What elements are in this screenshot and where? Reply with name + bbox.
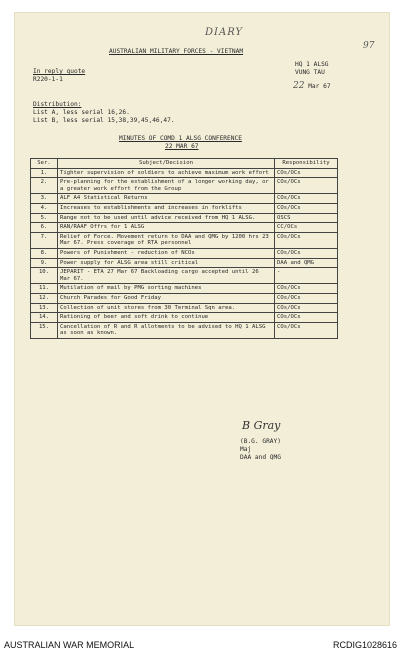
footer-record-id: RCDIG1028616	[332, 640, 397, 650]
ser-cell: 15.	[31, 322, 58, 338]
responsibility-cell: COs/OCs	[275, 248, 338, 258]
responsibility-cell: COs/OCs	[275, 194, 338, 204]
table-row	[31, 178, 338, 194]
subject-cell: JEPARIT - ETA 27 Mar 67 Backloading cargo accepted until 26 Mar 67.	[58, 268, 275, 284]
table-row	[31, 213, 338, 223]
subject-cell: Mutilation of mail by PMG sorting machines	[58, 284, 275, 294]
responsibility-cell: OSCS	[275, 213, 338, 223]
diary-stamp: DIARY	[205, 27, 244, 38]
subject-cell: Power supply for ALSG area still critical	[58, 258, 275, 268]
subject-cell: Relief of Force. Movement return to DAA and QMG by 1200 hrs 23 Mar 67. Press coverage of RTA personnel	[58, 232, 275, 248]
table-row	[31, 168, 338, 178]
responsibility-cell: COs/OCs	[275, 232, 338, 248]
document-title: AUSTRALIAN MILITARY FORCES - VIETNAM	[109, 48, 244, 55]
subject-cell: Rationing of beer and soft drink to continue	[58, 313, 275, 323]
ser-cell: 4.	[31, 203, 58, 213]
ser-cell: 11.	[31, 284, 58, 294]
minutes-table	[30, 158, 338, 339]
ser-cell: 9.	[31, 258, 58, 268]
subject-cell: Cancellation of R and R allotments to be advised to HQ 1 ALSG as soon as known.	[58, 322, 275, 338]
reply-reference: R220-1-1	[33, 76, 63, 83]
distribution-line-a: List A, less serial 16,26.	[33, 109, 130, 116]
subject-cell: Range not to be used until advice received from HQ 1 ALSG.	[58, 213, 275, 223]
subject-cell: Increases to establishments and increases in forklifts	[58, 203, 275, 213]
footer-institution: AUSTRALIAN WAR MEMORIAL	[4, 640, 135, 650]
table-row	[31, 194, 338, 204]
table-row	[31, 203, 338, 213]
ser-cell: 10.	[31, 268, 58, 284]
distribution-label: Distribution:	[33, 101, 82, 108]
responsibility-cell: CC/OCs	[275, 223, 338, 233]
responsibility-cell: COs/OCs	[275, 313, 338, 323]
responsibility-cell: COs/OCs	[275, 303, 338, 313]
subject-cell: Church Parades for Good Friday	[58, 293, 275, 303]
subject-cell: Powers of Punishment - reduction of NCOs	[58, 248, 275, 258]
ser-cell: 1.	[31, 168, 58, 178]
subject-cell: Collection of unit stores from 30 Terminal Sqn area.	[58, 303, 275, 313]
responsibility-cell: COs/OCs	[275, 203, 338, 213]
date-month-year: Mar 67	[308, 83, 331, 90]
minutes-title: MINUTES OF COMD 1 ALSG CONFERENCE	[119, 135, 242, 142]
table-row	[31, 232, 338, 248]
table-row	[31, 223, 338, 233]
header-ser: Ser.	[31, 159, 58, 169]
distribution-line-b: List B, less serial 15,38,39,45,46,47.	[33, 117, 175, 124]
ser-cell: 7.	[31, 232, 58, 248]
ser-cell: 13.	[31, 303, 58, 313]
ser-cell: 6.	[31, 223, 58, 233]
table-row	[31, 303, 338, 313]
responsibility-cell: COs/OCs	[275, 178, 338, 194]
table-row	[31, 284, 338, 294]
header-responsibility: Responsibility	[275, 159, 338, 169]
minutes-date: 22 MAR 67	[165, 143, 199, 150]
archive-footer	[0, 636, 401, 654]
table-row	[31, 258, 338, 268]
ser-cell: 14.	[31, 313, 58, 323]
subject-cell: Pre-planning for the establishment of a longer working day, or a greater work effort from the Group	[58, 178, 275, 194]
signatory-name: (B.G. GRAY)	[240, 438, 281, 445]
responsibility-cell: -	[275, 268, 338, 284]
table-row	[31, 248, 338, 258]
signatory-appointment: DAA and QMG	[240, 454, 281, 461]
ser-cell: 3.	[31, 194, 58, 204]
table-row	[31, 322, 338, 338]
table-header-row	[31, 159, 338, 169]
responsibility-cell: COs/OCs	[275, 284, 338, 294]
table-row	[31, 268, 338, 284]
handwritten-signature: B Gray	[242, 419, 281, 432]
ser-cell: 2.	[31, 178, 58, 194]
responsibility-cell: COs/OCs	[275, 168, 338, 178]
table-row	[31, 293, 338, 303]
location: VUNG TAU	[295, 69, 325, 76]
subject-cell: ALF A4 Statistical Returns	[58, 194, 275, 204]
folio-number: 97	[363, 41, 375, 51]
subject-cell: RAN/RAAF Offrs for 1 ALSG	[58, 223, 275, 233]
ser-cell: 8.	[31, 248, 58, 258]
date-day-handwritten: 22	[293, 81, 305, 91]
ser-cell: 5.	[31, 213, 58, 223]
ser-cell: 12.	[31, 293, 58, 303]
signatory-rank: Maj	[240, 446, 252, 453]
document-date	[293, 83, 331, 90]
responsibility-cell: COs/OCs	[275, 322, 338, 338]
responsibility-cell: DAA and QMG	[275, 258, 338, 268]
subject-cell: Tighter supervision of soldiers to achieve maximum work effort	[58, 168, 275, 178]
header-subject: Subject/Decision	[58, 159, 275, 169]
responsibility-cell: COs/OCs	[275, 293, 338, 303]
table-row	[31, 313, 338, 323]
table-body	[31, 168, 338, 338]
reply-label: In reply quote	[33, 68, 86, 75]
unit-name: HQ 1 ALSG	[295, 61, 329, 68]
